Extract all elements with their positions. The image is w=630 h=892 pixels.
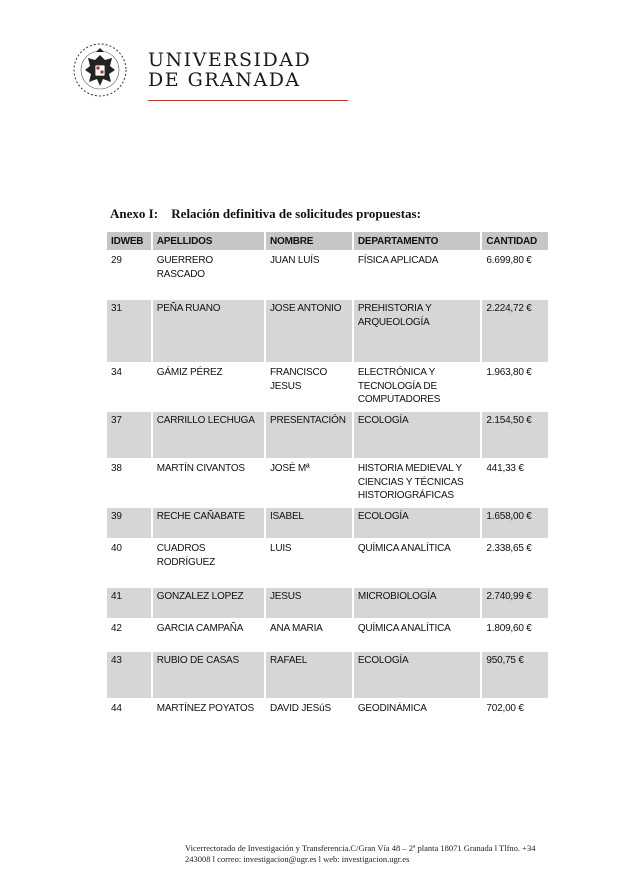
cell-departamento: ECOLOGÍA [354, 508, 481, 538]
cell-id: 38 [107, 460, 151, 506]
cell-departamento: QUÍMICA ANALÍTICA [354, 620, 481, 650]
cell-id: 43 [107, 652, 151, 698]
cell-id: 40 [107, 540, 151, 586]
table-row [107, 620, 548, 650]
cell-id: 29 [107, 252, 151, 298]
cell-id: 39 [107, 508, 151, 538]
cell-id: 41 [107, 588, 151, 618]
cell-nombre: DAVID JESúS [266, 700, 352, 730]
logo-underline [148, 100, 348, 101]
cell-nombre: ANA MARIA [266, 620, 352, 650]
logo-line-2: DE GRANADA [148, 69, 301, 91]
cell-apellidos: CARRILLO LECHUGA [153, 412, 264, 458]
cell-departamento: QUÍMICA ANALÍTICA [354, 540, 481, 586]
table-row [107, 588, 548, 618]
cell-departamento: PREHISTORIA Y ARQUEOLOGÍA [354, 300, 481, 362]
cell-nombre: ISABEL [266, 508, 352, 538]
cell-apellidos: MARTÍNEZ POYATOS [153, 700, 264, 730]
cell-departamento: MICROBIOLOGÍA [354, 588, 481, 618]
column-header-departamento: DEPARTAMENTO [354, 232, 481, 250]
table-row [107, 364, 548, 410]
table-header-row [107, 232, 548, 250]
cell-id: 42 [107, 620, 151, 650]
page-footer [185, 843, 555, 865]
table-row [107, 460, 548, 506]
footer-address: Vicerrectorado de Investigación y Transferencia.C/Gran Vía 48 – 2ª planta 18071 Granada l Tlfno. +34 [185, 843, 536, 853]
cell-cantidad: 1.963,80 € [482, 364, 548, 410]
cell-apellidos: RUBIO DE CASAS [153, 652, 264, 698]
cell-nombre: RAFAEL [266, 652, 352, 698]
cell-cantidad: 2.740,99 € [482, 588, 548, 618]
cell-nombre: PRESENTACIÓN [266, 412, 352, 458]
cell-nombre: JOSE ANTONIO [266, 300, 352, 362]
cell-nombre: FRANCISCO JESUS [266, 364, 352, 410]
cell-apellidos: GARCIA CAMPAÑA [153, 620, 264, 650]
cell-departamento: HISTORIA MEDIEVAL Y CIENCIAS Y TÉCNICAS HISTORIOGRÁFICAS [354, 460, 481, 506]
column-header-cantidad: CANTIDAD [482, 232, 548, 250]
cell-cantidad: 1.809,60 € [482, 620, 548, 650]
annex-label: Anexo I: [110, 206, 159, 221]
cell-departamento: ELECTRÓNICA Y TECNOLOGÍA DE COMPUTADORES [354, 364, 481, 410]
university-logo [72, 42, 312, 104]
cell-apellidos: GONZALEZ LOPEZ [153, 588, 264, 618]
table-row [107, 540, 548, 586]
cell-id: 37 [107, 412, 151, 458]
cell-apellidos: CUADROS RODRÍGUEZ [153, 540, 264, 586]
cell-nombre: LUIS [266, 540, 352, 586]
column-header-nombre: NOMBRE [266, 232, 352, 250]
column-header-apellidos: APELLIDOS [153, 232, 264, 250]
footer-contact: 243008 l correo: investigacion@ugr.es l web: investigacion.ugr.es [185, 854, 410, 864]
cell-cantidad: 6.699,80 € [482, 252, 548, 298]
cell-apellidos: PEÑA RUANO [153, 300, 264, 362]
cell-cantidad: 702,00 € [482, 700, 548, 730]
table-row [107, 300, 548, 362]
cell-cantidad: 2.154,50 € [482, 412, 548, 458]
cell-apellidos: MARTÍN CIVANTOS [153, 460, 264, 506]
cell-cantidad: 441,33 € [482, 460, 548, 506]
table-row [107, 508, 548, 538]
cell-nombre: JUAN LUÍS [266, 252, 352, 298]
cell-cantidad: 950,75 € [482, 652, 548, 698]
cell-id: 31 [107, 300, 151, 362]
table-row [107, 412, 548, 458]
cell-departamento: ECOLOGÍA [354, 652, 481, 698]
cell-departamento: ECOLOGÍA [354, 412, 481, 458]
cell-apellidos: GÁMIZ PÉREZ [153, 364, 264, 410]
applications-table [105, 230, 550, 732]
cell-cantidad: 1.658,00 € [482, 508, 548, 538]
cell-nombre: JOSÉ Mª [266, 460, 352, 506]
cell-apellidos: GUERRERO RASCADO [153, 252, 264, 298]
cell-departamento: GEODINÁMICA [354, 700, 481, 730]
annex-title: Relación definitiva de solicitudes propuestas: [171, 206, 421, 221]
table-row [107, 252, 548, 298]
annex-heading [110, 206, 421, 222]
cell-id: 34 [107, 364, 151, 410]
table-row [107, 652, 548, 698]
cell-nombre: JESUS [266, 588, 352, 618]
cell-apellidos: RECHE CAÑABATE [153, 508, 264, 538]
logo-line-1: UNIVERSIDAD [148, 49, 312, 71]
cell-cantidad: 2.338,65 € [482, 540, 548, 586]
table-row [107, 700, 548, 730]
logo-wordmark [148, 50, 311, 90]
university-seal-icon [72, 42, 128, 98]
cell-id: 44 [107, 700, 151, 730]
cell-departamento: FÍSICA APLICADA [354, 252, 481, 298]
cell-cantidad: 2.224,72 € [482, 300, 548, 362]
column-header-idweb: IDWEB [107, 232, 151, 250]
